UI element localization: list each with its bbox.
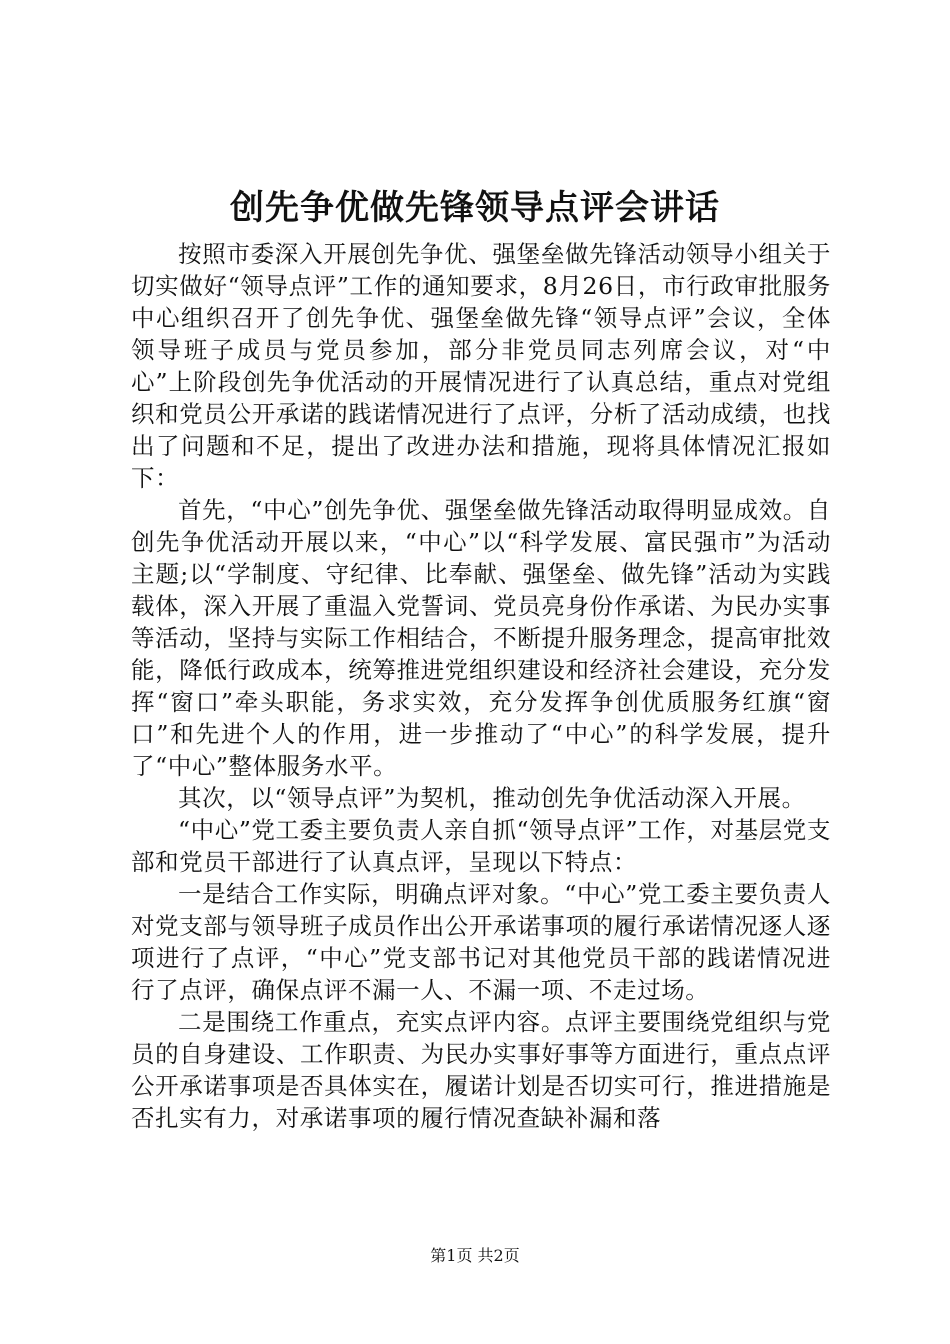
paragraph-point-one: 一是结合工作实际，明确点评对象。“中心”党工委主要负责人对党支部与领导班子成员作出公开承诺事项的履行承诺情况逐人逐项进行了点评，“中心”党支部书记对其他党员干部的践诺情况进行了点评，确保点评不漏一人、不漏一项、不走过场。 <box>131 880 831 1004</box>
paragraph-intro: 按照市委深入开展创先争优、强堡垒做先锋活动领导小组关于切实做好“领导点评”工作的通知要求，8月26日，市行政审批服务中心组织召开了创先争优、强堡垒做先锋“领导点评”会议，全体领导班子成员与党员参加，部分非党员同志列席会议，对“中心”上阶段创先争优活动的开展情况进行了认真总结，重点对党组织和党员公开承诺的践诺情况进行了点评，分析了活动成绩，也找出了问题和不足，提出了改进办法和措施，现将具体情况汇报如下： <box>131 240 831 492</box>
page-footer: 第1页 共2页 <box>430 1246 520 1265</box>
paragraph-center-review: “中心”党工委主要负责人亲自抓“领导点评”工作，对基层党支部和党员干部进行了认真点评，呈现以下特点： <box>131 816 831 876</box>
document-title: 创先争优做先锋领导点评会讲话 <box>230 188 720 228</box>
paragraph-second: 其次，以“领导点评”为契机，推动创先争优活动深入开展。 <box>178 784 806 812</box>
document-body <box>131 238 831 1134</box>
paragraph-first: 首先，“中心”创先争优、强堡垒做先锋活动取得明显成效。自创先争优活动开展以来，“中心”以“科学发展、富民强市”为活动主题;以“学制度、守纪律、比奉献、强堡垒、做先锋”活动为实践载体，深入开展了重温入党誓词、党员亮身份作承诺、为民办实事等活动，坚持与实际工作相结合，不断提升服务理念，提高审批效能，降低行政成本，统筹推进党组织建设和经济社会建设，充分发挥“窗口”牵头职能，务求实效，充分发挥争创优质服务红旗“窗口”和先进个人的作用，进一步推动了“中心”的科学发展，提升了“中心”整体服务水平。 <box>131 496 831 780</box>
paragraph-point-two: 二是围绕工作重点，充实点评内容。点评主要围绕党组织与党员的自身建设、工作职责、为民办实事好事等方面进行，重点点评公开承诺事项是否具体实在，履诺计划是否切实可行，推进措施是否扎实有力，对承诺事项的履行情况查缺补漏和落 <box>131 1008 831 1132</box>
